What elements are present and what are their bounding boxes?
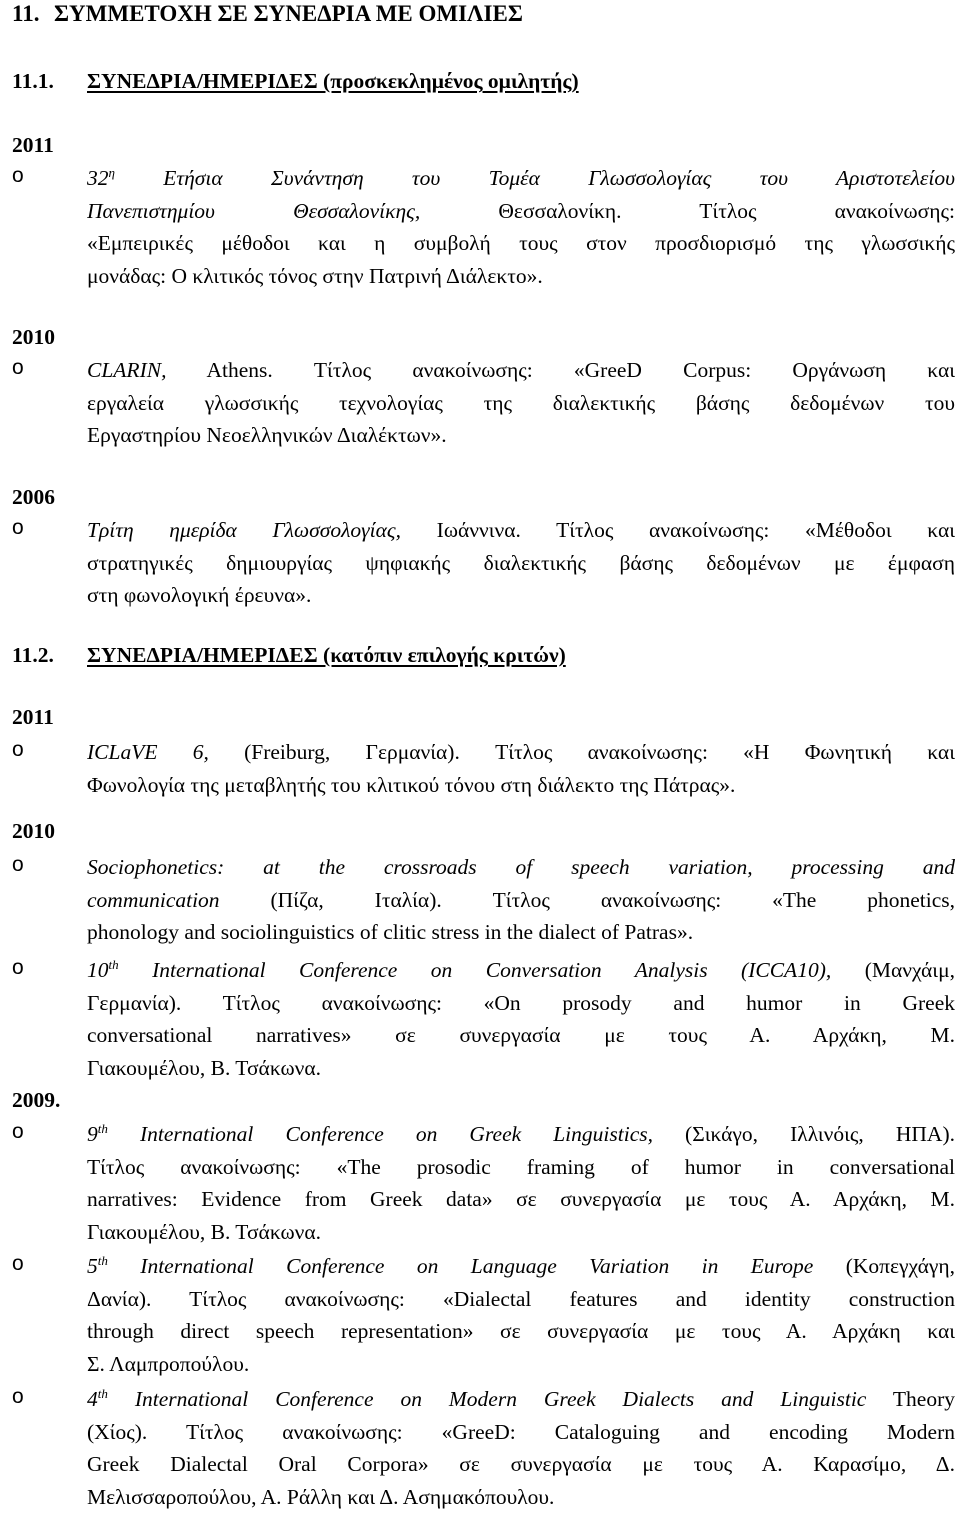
bullet: o <box>12 356 24 379</box>
year-heading: 2006 <box>12 485 55 509</box>
bullet: o <box>12 164 24 187</box>
year-heading: 2011 <box>12 133 54 157</box>
list-item: CLARIN, Athens. Τίτλος ανακοίνωσης: «GreeD Corpus: Οργάνωση και εργαλεία γλωσσικής τεχνολογίας της διαλεκτικής βάσης δεδομένων του Εργαστηρίου Νεοελληνικών Διαλέκτων». <box>87 358 955 447</box>
year-heading: 2010 <box>12 819 55 843</box>
list-item: 9th International Conference on Greek Linguistics, (Σικάγο, Ιλλινόις, ΗΠΑ). Τίτλος ανακοίνωσης: «The prosodic framing of humor in conversational narratives: Evidence from Greek data» σε συνεργασία με τους Α. Αρχάκη, Μ. Γιακουμέλου, Β. Τσάκωνα. <box>87 1120 955 1244</box>
section-title: ΣΥΜΜΕΤΟΧΗ ΣΕ ΣΥΝΕΔΡΙΑ ΜΕ ΟΜΙΛΙΕΣ <box>54 1 523 26</box>
bullet: o <box>12 738 24 761</box>
list-item: ICLaVE 6, (Freiburg, Γερμανία). Τίτλος ανακοίνωσης: «Η Φωνητική και Φωνολογία της μεταβλητής του κλιτικού τόνου στη διάλεκτο της Πάτρας». <box>87 740 955 797</box>
list-item: $32^\eta$ Ετήσια Συνάντηση του Τομέα Γλωσσολογίας του Αριστοτελείου Πανεπιστημίου Θεσσαλονίκης, Θεσσαλονίκη. Τίτλος ανακοίνωσης: «Εμπειρικές μέθοδοι και η συμβολή τους στον προσδιορισμό της γλωσσικής μονάδας: Ο κλιτικός τόνος στην Πατρινή Διάλεκτο». <box>87 164 955 288</box>
bullet: o <box>12 516 24 539</box>
subsection-number: 11.1. <box>12 69 54 93</box>
year-heading: 2011 <box>12 705 54 729</box>
bullet: o <box>12 1252 24 1275</box>
subsection-number: 11.2. <box>12 643 54 667</box>
year-heading: 2009. <box>12 1088 61 1112</box>
list-item: Sociophonetics: at the crossroads of speech variation, processing and communication (Πίζα, Ιταλία). Τίτλος ανακοίνωσης: «The phonetics, phonology and sociolinguistics of clitic stress in the dialect of Patras». <box>87 855 955 944</box>
list-item: Τρίτη ημερίδα Γλωσσολογίας, Ιωάννινα. Τίτλος ανακοίνωσης: «Μέθοδοι και στρατηγικές δημιουργίας ψηφιακής διαλεκτικής βάσης δεδομένων με έμφαση στη φωνολογική έρευνα». <box>87 518 955 607</box>
bullet: o <box>12 1385 24 1408</box>
list-item: 5th International Conference on Language Variation in Europe (Κοπεγχάγη, Δανία). Τίτλος ανακοίνωσης: «Dialectal features and identity construction through direct speech representation» σε συνεργασία με τους Α. Αρχάκη και Σ. Λαμπροπούλου. <box>87 1252 955 1376</box>
year-heading: 2010 <box>12 325 55 349</box>
subsection-title: ΣΥΝΕΔΡΙΑ/ΗΜΕΡΙΔΕΣ (προσκεκλημένος ομιλητής) <box>87 69 579 93</box>
section-number: 11. <box>12 1 40 26</box>
subsection-title: ΣΥΝΕΔΡΙΑ/ΗΜΕΡΙΔΕΣ (κατόπιν επιλογής κριτών) <box>87 643 566 667</box>
bullet: o <box>12 956 24 979</box>
bullet: o <box>12 1120 24 1143</box>
bullet: o <box>12 853 24 876</box>
list-item: 4th International Conference on Modern Greek Dialects and Linguistic Theory (Χίος). Τίτλος ανακοίνωσης: «GreeD: Cataloguing and encoding Modern Greek Dialectal Oral Corpora» σε συνεργασία με τους Α. Καρασίμο, Δ. Μελισσαροπούλου, Α. Ράλλη και Δ. Ασημακόπουλου. <box>87 1385 955 1509</box>
list-item: 10th International Conference on Conversation Analysis (ICCA10), (Μανχάιμ, Γερμανία). Τίτλος ανακοίνωσης: «On prosody and humor in Greek conversational narratives» σε συνεργασία με τους Α. Αρχάκη, Μ. Γιακουμέλου, Β. Τσάκωνα. <box>87 956 955 1080</box>
